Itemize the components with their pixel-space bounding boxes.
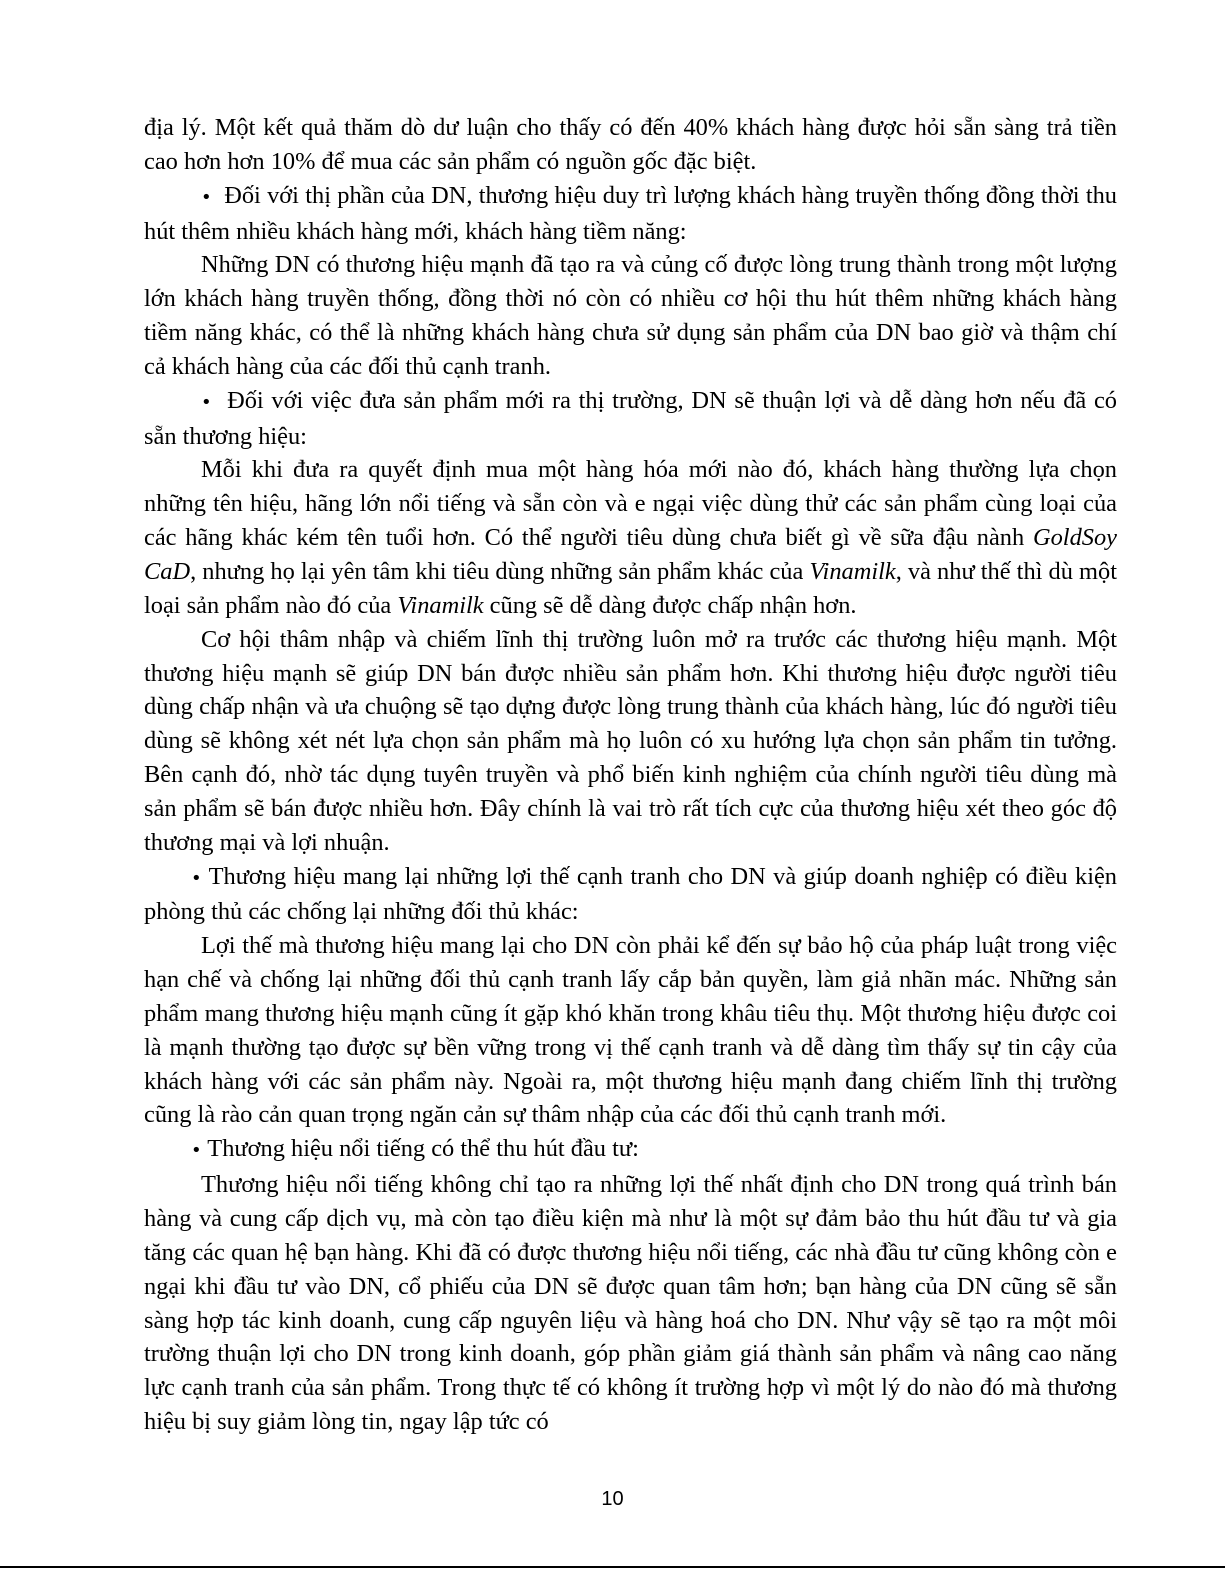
bullet-text: Thương hiệu nổi tiếng có thể thu hút đầu tư: xyxy=(207,1135,639,1163)
brand-name-goldsoy: GoldSoy CaD xyxy=(144,524,1117,585)
text-run: , nhưng họ lại yên tâm khi tiêu dùng những sản phẩm khác của xyxy=(190,557,810,585)
paragraph-continued: địa lý. Một kết quả thăm dò dư luận cho thấy có đến 40% khách hàng được hỏi sẵn sàng trả tiền cao hơn hơn 10% để mua các sản phẩm có nguồn gốc đặc biệt. xyxy=(144,114,1117,175)
text-run: cũng sẽ dễ dàng được chấp nhận hơn. xyxy=(483,591,857,619)
bullet-icon: • xyxy=(201,186,212,208)
brand-name-vinamilk: Vinamilk xyxy=(809,557,896,585)
bullet-icon: • xyxy=(201,391,212,413)
paragraph-legal-protection: Lợi thế mà thương hiệu mang lại cho DN còn phải kể đến sự bảo hộ của pháp luật trong việc hạn chế và chống lại những đối thủ cạnh tranh lấy cắp bản quyền, làm giả nhãn mác. Những sản phẩm mang thương hiệu mạnh cũng ít gặp khó khăn trong khâu tiêu thụ. Một thương hiệu được coi là mạnh thường tạo được sự bền vững trong vị thế cạnh tranh và dễ dàng tìm thấy sự tin cậy của khách hàng với các sản phẩm này. Ngoài ra, một thương hiệu mạnh đang chiếm lĩnh thị trường cũng là rào cản quan trọng ngăn cản sự thâm nhập của các đối thủ cạnh tranh mới. xyxy=(144,932,1117,1129)
bullet-icon: • xyxy=(191,867,202,889)
bullet-text: Đối với việc đưa sản phẩm mới ra thị trường, DN sẽ thuận lợi và dễ dàng hơn nếu đã có sẵn thương hiệu: xyxy=(144,386,1117,450)
paragraph-market-opportunity: Cơ hội thâm nhập và chiếm lĩnh thị trường luôn mở ra trước các thương hiệu mạnh. Một thương hiệu mạnh sẽ giúp DN bán được nhiều sản phẩm hơn. Khi thương hiệu được người tiêu dùng chấp nhận và ưa chuộng sẽ tạo dựng được lòng trung thành của khách hàng, lúc đó người tiêu dùng sẽ không xét nét lựa chọn sản phẩm mà họ luôn có xu hướng lựa chọn sản phẩm tin tưởng. Bên cạnh đó, nhờ tác dụng tuyên truyền và phổ biến kinh nghiệm của chính người tiêu dùng mà sản phẩm sẽ bán được nhiều hơn. Đây chính là vai trò rất tích cực của thương hiệu xét theo góc độ thương mại và lợi nhuận. xyxy=(144,625,1117,856)
bullet-text: Thương hiệu mang lại những lợi thế cạnh tranh cho DN và giúp doanh nghiệp có điều kiện phòng thủ các chống lại những đối thủ khác: xyxy=(144,862,1117,926)
paragraph-purchase-decision xyxy=(144,453,1117,622)
document-page xyxy=(144,111,1117,1439)
paragraph-investment-attraction: Thương hiệu nổi tiếng không chỉ tạo ra những lợi thế nhất định cho DN trong quá trình bán hàng và cung cấp dịch vụ, mà còn tạo điều kiện mà như là một sự đảm bảo thu hút đầu tư và gia tăng các quan hệ bạn hàng. Khi đã có được thương hiệu nổi tiếng, các nhà đầu tư cũng không còn e ngại khi đầu tư vào DN, cổ phiếu của DN sẽ được quan tâm hơn; bạn hàng của DN cũng sẽ sẵn sàng hợp tác kinh doanh, cung cấp nguyên liệu và hàng hoá cho DN. Như vậy sẽ tạo ra một môi trường thuận lợi cho DN trong kinh doanh, góp phần giảm giá thành sản phẩm và nâng cao năng lực cạnh tranh của sản phẩm. Trong thực tế có không ít trường hợp vì một lý do nào đó mà thương hiệu bị suy giảm lòng tin, ngay lập tức có xyxy=(144,1171,1117,1436)
bullet-item-competitive-advantage xyxy=(144,860,1117,930)
bullet-icon: • xyxy=(191,1140,202,1162)
paragraph-loyalty: Những DN có thương hiệu mạnh đã tạo ra và củng cố được lòng trung thành trong một lượng lớn khách hàng truyền thống, đồng thời nó còn có nhiều cơ hội thu hút thêm những khách hàng tiềm năng khác, có thể là những khách hàng chưa sử dụng sản phẩm của DN bao giờ và thậm chí cả khách hàng của các đối thủ cạnh tranh. xyxy=(144,251,1117,380)
brand-name-vinamilk: Vinamilk xyxy=(397,591,484,619)
bullet-item-market-share xyxy=(144,179,1117,249)
bottom-divider xyxy=(0,1566,1225,1568)
bullet-text: Đối với thị phần của DN, thương hiệu duy trì lượng khách hàng truyền thống đồng thời thu hút thêm nhiều khách hàng mới, khách hàng tiềm năng: xyxy=(144,181,1117,245)
page-number: 10 xyxy=(601,1488,624,1510)
bullet-item-new-product xyxy=(144,384,1117,454)
text-run: Mỗi khi đưa ra quyết định mua một hàng hóa mới nào đó, khách hàng thường lựa chọn những tên hiệu, hãng lớn nổi tiếng và sẵn còn và e ngại việc dùng thử các sản phẩm cùng loại của các hãng khác kém tên tuổi hơn. Có thể người tiêu dùng chưa biết gì về sữa đậu nành xyxy=(144,456,1117,552)
bullet-item-investment xyxy=(144,1132,1117,1168)
text-run: , và như thế thì dù một loại sản phẩm nào đó của xyxy=(144,557,1117,619)
